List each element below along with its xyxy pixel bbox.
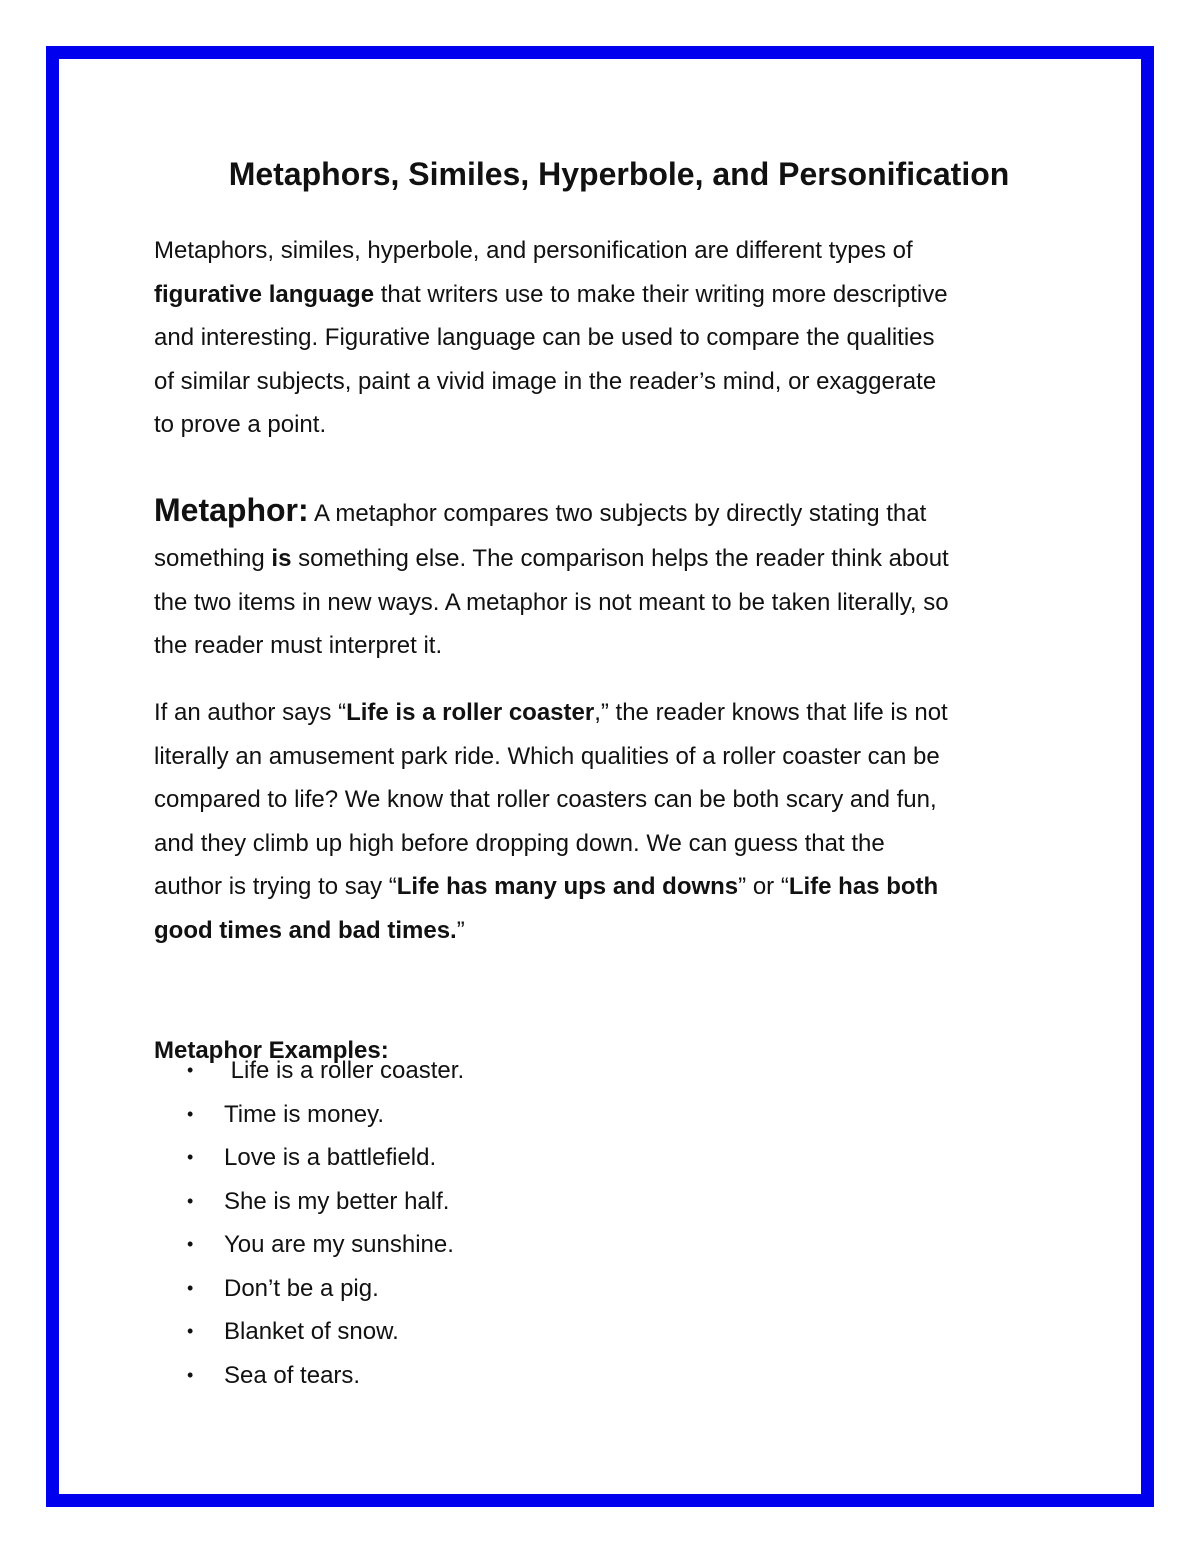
explanation-line-6-end: ” — [456, 916, 465, 944]
intro-line-2-rest: that writers use to make their writing more descriptive — [374, 280, 948, 308]
bullet-icon: • — [187, 1190, 194, 1211]
explanation-line-3: compared to life? We know that roller coasters can be both scary and fun, — [154, 786, 937, 813]
bullet-icon: • — [187, 1103, 194, 1124]
intro-paragraph — [154, 229, 1094, 447]
bullet-icon: • — [187, 1277, 194, 1298]
example-text: Love is a battlefield. — [224, 1144, 437, 1171]
metaphor-line-2-b: something else. The comparison helps the reader think about — [291, 545, 949, 572]
phrase-ups-and-downs: Life has many ups and downs — [396, 873, 739, 900]
list-item — [154, 1267, 464, 1311]
list-item — [154, 1136, 464, 1180]
list-item — [154, 1354, 464, 1398]
explanation-line-6 — [154, 909, 1094, 953]
metaphor-bold-is: is — [271, 545, 292, 572]
intro-line-3: and interesting. Figurative language can be used to compare the qualities — [154, 324, 935, 351]
list-item — [154, 1049, 464, 1093]
metaphor-line-3: the two items in new ways. A metaphor is not meant to be taken literally, so — [154, 588, 949, 616]
example-text: Time is money. — [224, 1100, 385, 1128]
metaphor-line-2 — [154, 537, 1094, 581]
term-figurative-language: figurative language — [154, 280, 375, 308]
examples-heading: Metaphor Examples: — [154, 1037, 389, 1064]
phrase-life-has-both: Life has both — [788, 873, 939, 900]
example-text: Blanket of snow. — [224, 1318, 399, 1345]
intro-line-2 — [154, 273, 1094, 317]
metaphor-line-1 — [154, 483, 1094, 537]
bullet-icon: • — [187, 1147, 194, 1167]
explanation-line-1-a: If an author says “ — [154, 699, 347, 726]
explanation-line-5-a: author is trying to say “ — [154, 873, 397, 900]
intro-line-1: Metaphors, similes, hyperbole, and personification are different types of — [154, 237, 913, 264]
bullet-icon: • — [187, 1060, 194, 1080]
explanation-line-5 — [154, 865, 1094, 909]
phrase-good-and-bad-times: good times and bad times. — [154, 916, 457, 944]
metaphor-line-4: the reader must interpret it. — [154, 632, 443, 659]
bullet-icon: • — [187, 1321, 194, 1341]
example-text: She is my better half. — [224, 1187, 450, 1215]
metaphor-term: Metaphor: — [154, 492, 309, 528]
example-life-roller-coaster: Life is a roller coaster — [346, 699, 595, 726]
metaphor-definition — [154, 483, 1094, 668]
page-border — [46, 46, 1154, 1507]
metaphor-line-2-a: something — [154, 545, 272, 572]
intro-line-4: of similar subjects, paint a vivid image in the reader’s mind, or exaggerate — [154, 367, 937, 395]
list-item — [154, 1180, 464, 1224]
intro-line-5: to prove a point. — [154, 411, 327, 438]
bullet-icon: • — [187, 1364, 194, 1385]
page-title: Metaphors, Similes, Hyperbole, and Personification — [228, 156, 1010, 192]
explanation-line-1-b: ,” the reader knows that life is not — [594, 699, 948, 726]
explanation-line-2: literally an amusement park ride. Which qualities of a roller coaster can be — [154, 742, 940, 770]
example-text: Life is a roller coaster. — [224, 1057, 465, 1084]
example-text: You are my sunshine. — [224, 1231, 454, 1258]
bullet-icon: • — [187, 1234, 194, 1254]
list-item — [154, 1093, 464, 1137]
metaphor-explanation — [154, 691, 1094, 952]
explanation-line-5-b: ” or “ — [738, 873, 789, 900]
explanation-line-1 — [154, 691, 1094, 735]
metaphor-line-1-rest: A metaphor compares two subjects by directly stating that — [308, 500, 927, 527]
list-item — [154, 1310, 464, 1354]
examples-list — [154, 1049, 464, 1397]
example-text: Sea of tears. — [224, 1361, 361, 1389]
list-item — [154, 1223, 464, 1267]
explanation-line-4: and they climb up high before dropping down. We can guess that the — [154, 829, 885, 857]
example-text: Don’t be a pig. — [224, 1274, 379, 1302]
